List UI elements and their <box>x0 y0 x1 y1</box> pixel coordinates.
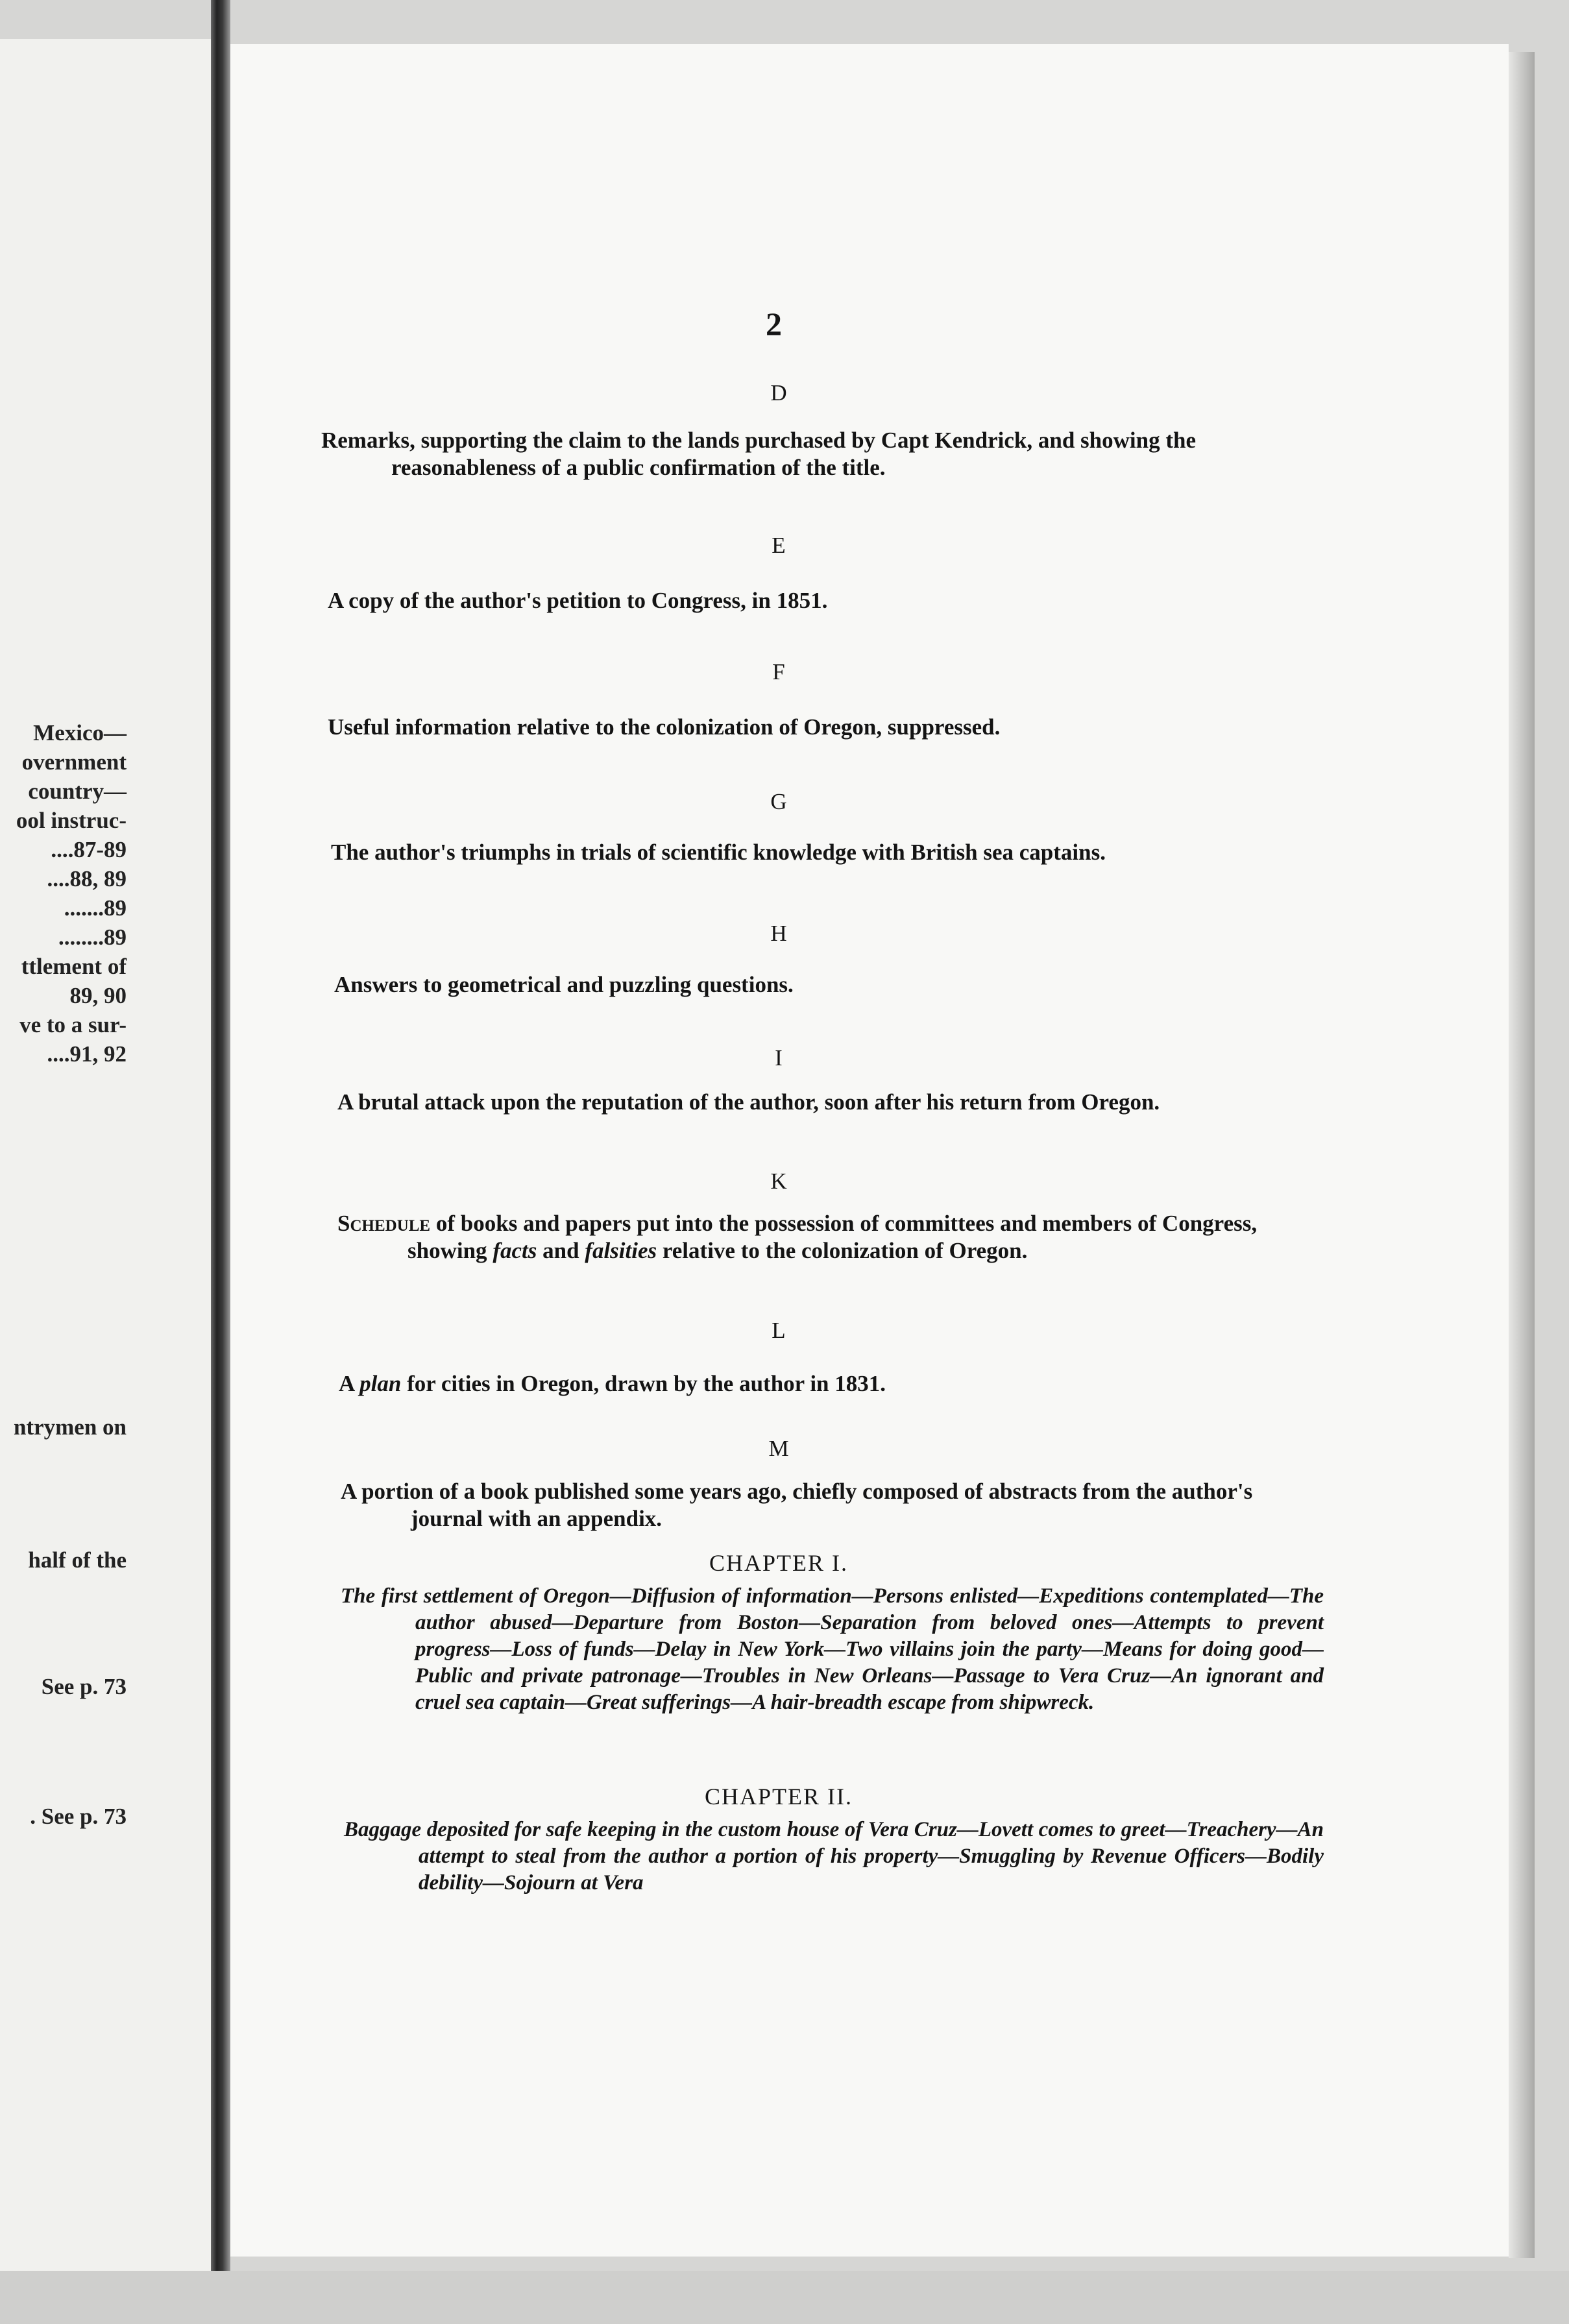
entry-i-text: A brutal attack upon the reputation of the author, soon after his return from Oregon. <box>337 1089 1160 1115</box>
entry-letter-l: L <box>772 1318 786 1343</box>
right-page <box>230 44 1509 2257</box>
entry-l-part-b: for cities in Oregon, drawn by the author in 1831. <box>401 1371 886 1396</box>
entry-k-text <box>337 1210 1316 1265</box>
entry-letter-g: G <box>770 789 787 814</box>
left-text-fragment: ....88, 89 <box>47 866 127 891</box>
entry-letter-h: H <box>770 921 787 946</box>
entry-letter-k: K <box>770 1168 787 1194</box>
entry-k-facts: facts <box>493 1238 537 1263</box>
entry-l-plan: plan <box>359 1371 402 1396</box>
page-number: 2 <box>766 306 782 342</box>
left-text-fragment: ........89 <box>58 925 127 950</box>
left-text-fragment: 89, 90 <box>69 983 127 1008</box>
left-text-fragment: ....87-89 <box>51 837 127 862</box>
entry-l-part-a: A <box>339 1371 360 1396</box>
left-text-fragment: . See p. 73 <box>30 1804 127 1829</box>
entry-e-text: A copy of the author's petition to Congress, in 1851. <box>328 588 828 613</box>
chapter-2-title: CHAPTER II. <box>705 1784 853 1810</box>
entry-f-text: Useful information relative to the colonization of Oregon, suppressed. <box>328 714 1001 740</box>
entry-letter-e: E <box>772 533 786 558</box>
left-page-fragment <box>0 39 211 2271</box>
schedule-word: Schedule <box>337 1211 431 1236</box>
page-edge <box>1509 52 1535 2258</box>
chapter-2-summary: Baggage deposited for safe keeping in the custom house of Vera Cruz—Lovett comes to greet—Treachery—An attempt to steal from the author a portion of his property—Smuggling by Revenue Officers—Bodily debility—Sojourn at Vera <box>344 1818 1324 1894</box>
entry-m-text: A portion of a book published some years ago, chiefly composed of abstracts from the author's journal with an appendix. <box>341 1479 1253 1531</box>
bottom-shadow <box>0 2271 1569 2324</box>
left-text-fragment: country— <box>28 779 127 804</box>
left-text-fragment: ....91, 92 <box>47 1041 127 1067</box>
left-text-fragment: overnment <box>21 749 127 775</box>
entry-letter-i: I <box>775 1045 783 1071</box>
book-gutter <box>211 0 230 2324</box>
chapter-1-summary: The first settlement of Oregon—Diffusion of information—Persons enlisted—Expeditions contemplated—The author abused—Departure from Boston—Separation from beloved ones—Attempts to prevent progress—Loss of funds—Delay in New York—Two villains join the party—Means for doing good—Public and private patronage—Troubles in New Orleans—Passage to Vera Cruz—An ignorant and cruel sea captain—Great sufferings—A hair-breadth escape from shipwreck. <box>341 1584 1324 1714</box>
entry-k-part-c: relative to the colonization of Oregon. <box>657 1238 1028 1263</box>
entry-k-part-b: and <box>537 1238 585 1263</box>
entry-h-text: Answers to geometrical and puzzling questions. <box>334 972 794 997</box>
entry-g-text: The author's triumphs in trials of scientific knowledge with British sea captains. <box>331 840 1106 865</box>
entry-k-falsities: falsities <box>585 1238 657 1263</box>
left-text-fragment: half of the <box>28 1547 127 1573</box>
left-text-fragment: ntrymen on <box>13 1414 127 1440</box>
entry-letter-d: D <box>770 380 787 405</box>
left-text-fragment: ttlement of <box>21 954 127 979</box>
entry-letter-m: M <box>768 1436 789 1461</box>
left-text-fragment: ve to a sur- <box>19 1012 127 1037</box>
entry-l-text <box>339 1370 1317 1398</box>
entry-k-part-a: of books and papers put into the possession of committees and members of Congress, showing <box>407 1211 1258 1263</box>
left-text-fragment: Mexico— <box>33 720 127 745</box>
left-text-fragment: See p. 73 <box>41 1674 127 1699</box>
entry-letter-f: F <box>772 659 785 684</box>
left-text-fragment: .......89 <box>64 895 127 921</box>
entry-d-text: Remarks, supporting the claim to the lands purchased by Capt Kendrick, and showing the reasonableness of a public confirmation of the title. <box>321 428 1197 480</box>
chapter-1-title: CHAPTER I. <box>709 1550 848 1576</box>
left-text-fragment: ool instruc- <box>16 808 127 833</box>
